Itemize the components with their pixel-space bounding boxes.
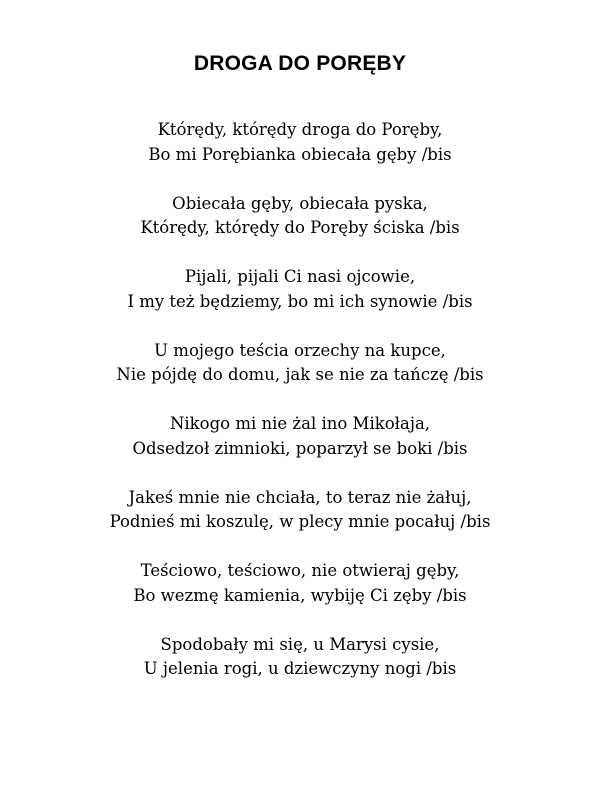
stanza-4 — [0, 339, 600, 388]
stanza-5 — [0, 412, 600, 461]
stanza-line: Bo wezmę kamienia, wybiję Ci zęby /bis — [133, 585, 467, 605]
stanza-line: Podnieś mi koszulę, w plecy mnie pocałuj /bis — [109, 512, 491, 531]
song-lyrics — [0, 118, 600, 706]
stanza-3 — [0, 265, 600, 314]
stanza-line: Którędy, którędy do Poręby ściska /bis — [140, 218, 460, 237]
stanza-line: Teściowo, teściowo, nie otwieraj gęby, — [140, 561, 460, 580]
stanza-line: Nie pójdę do domu, jak se nie za tańczę /bis — [116, 365, 484, 384]
stanza-line: Bo mi Porębianka obiecała gęby /bis — [148, 144, 452, 164]
stanza-line: Obiecała gęby, obiecała pyska, — [172, 193, 428, 213]
stanza-8 — [0, 633, 600, 682]
stanza-6 — [0, 486, 600, 535]
song-title: DROGA DO PORĘBY — [193, 52, 407, 75]
stanza-2 — [0, 192, 600, 241]
stanza-1 — [0, 118, 600, 167]
stanza-line: Pijali, pijali Ci nasi ojcowie, — [184, 267, 416, 286]
stanza-line: Spodobały mi się, u Marysi cysie, — [160, 634, 440, 654]
stanza-7 — [0, 559, 600, 608]
stanza-line: Którędy, którędy droga do Poręby, — [157, 120, 443, 139]
stanza-line: Odsedzoł zimnioki, poparzył se boki /bis — [132, 438, 468, 458]
stanza-line: Nikogo mi nie żal ino Mikołaja, — [169, 414, 431, 433]
stanza-line: U jelenia rogi, u dziewczyny nogi /bis — [143, 659, 457, 678]
stanza-line: U mojego teścia orzechy na kupce, — [154, 340, 446, 360]
stanza-line: I my też będziemy, bo mi ich synowie /bis — [127, 291, 473, 311]
stanza-line: Jakeś mnie nie chciała, to teraz nie żałuj, — [128, 487, 472, 507]
